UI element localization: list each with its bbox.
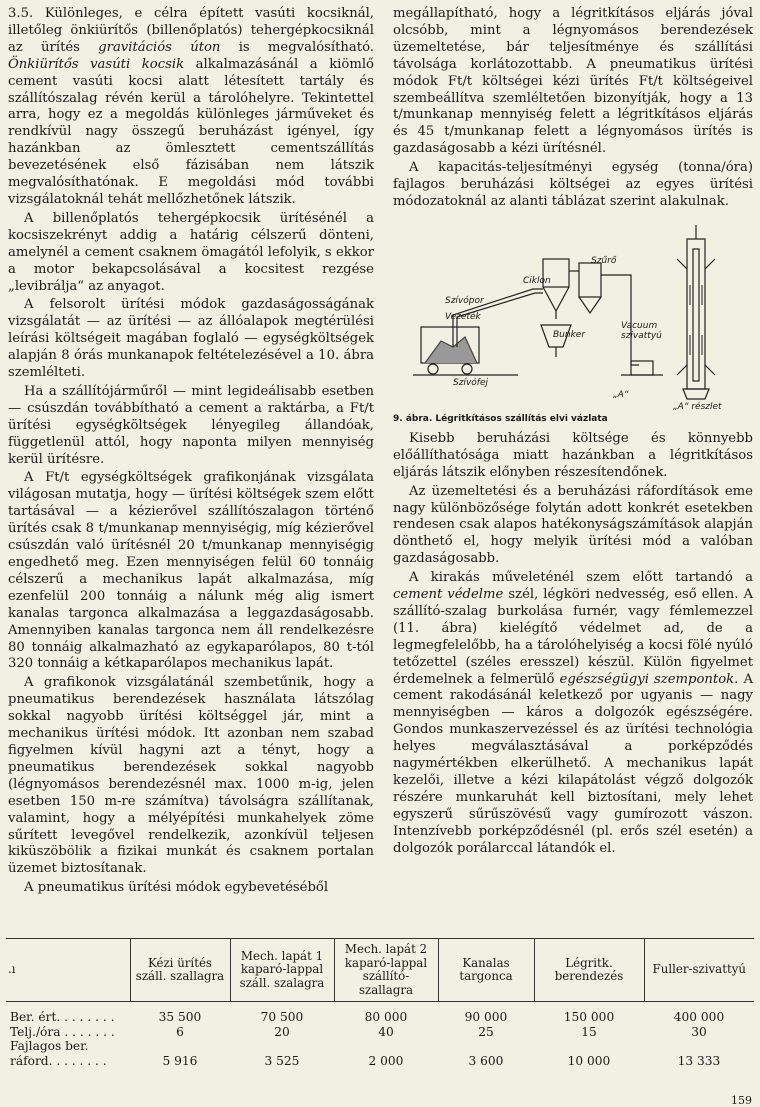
table-cell: 90 000 [464, 1010, 508, 1024]
paragraph-p11: Az üzemeltetési és a beruházási ráfordítások eme nagy különbözősége folytán adott konkrét esetekben rendesen csak alapos hatékonyságszámítások alapján dönthető el, hogy melyik ürítési mód a valóban gazdaságosabb. [393, 483, 753, 567]
table-cell: 35 500 [158, 1010, 202, 1024]
suction-head-inner [693, 249, 699, 381]
table-cell: 10 000 [567, 1053, 611, 1068]
paragraph-p5: A Ft/t egységköltségek grafikonjának vizsgálata világosan mutatja, hogy — ürítési költségek szem előtt tartásával — a kézierővel szállítószalagon történő ürítés csak 8 t/munkanap mennyiségig, míg kézierővel csúszdán való ürítésnél 20 t/munkanap mennyiségig engedhető meg. Ezen mennyiségen felül 60 tonnáig célszerű a mechanikus lapát alkalmazása, míg ezenfelül 200 tonnáig a nálunk még alig ismert kanalas targonca alkalmazása a leggazdaságosabb. Amennyiben kanalas targonca nem áll rendelkezésre 80 tonnáig alkalmazható az egykaparólapos, 80 t-tól 320 tonnáig a kétkaparólapos mechanikus lapát. [8, 470, 374, 672]
label-vacuum: Vacuum szivattyú [621, 320, 662, 341]
paragraph-p8: megállapítható, hogy a légritkításos eljárás jóval olcsóbb, mint a légnyomásos berendezések üzemeltetése, bár teljesítménye és szállítási távolsága korlátozottabb. A pneumatikus ürítési módok Ft/t költségei kézi ürítés Ft/t költségeivel szembeállítva szemléltetően bizonyítják, hogy a 13 t/munkanap mennyiség felett a légritkításos eljárás és 45 t/munkanap felett a légnyomásos ürítés is gazdaságosabb a kézi ürítésnél. [393, 6, 753, 157]
paragraph-p12: A kirakás műveleténél szem előtt tartandó a cement védelme szél, légköri nedvesség, eső ellen. A szállító-szalag burkolása furnér, vagy fémlemezzel (11. ábra) kielégítő védelmet ad, de a legmegfelelőbb, ha a tárolóhelyiség a kocsi fölé nyúló tetőzettel (széles eresszel) készül. Külön figyelmet érdemelnek a felmerülő egészségügyi szempontok. A cement rakodásánál keletkező por ugyanis — nagy mennyiségben — káros a dolgozók egészségére. Gondos munkaszervezéssel és az ürítési technológia helyes megválasztásával a porképződés nagymértékben elkerülhető. A mechanikus lapát kezelői, illetve a kézi kilapátolást végző dolgozók részére munkaruhát kell biztosítani, mely lehet egyszerű sűrűszövésű vagy gumírozott vászon. Intenzívebb porképződésnél (pl. erős szél esetén) a dolgozók porálarccal látandók el. [393, 570, 754, 856]
row-label: ráford. . . . . . . . [10, 1053, 107, 1068]
table-cell [334, 1039, 438, 1054]
cost-table [6, 938, 754, 1068]
table-cell: 2 000 [368, 1053, 404, 1068]
paragraph-p2: A billenőplatós tehergépkocsik ürítésénél a kocsiszekrényt addig a határig célszerű dönteni, amelynél a cement csaknem ömagától lefolyik, s ekkor a motor bekapcsolásával a kocsitest rezgése „levibrálja“ az anyagot. [8, 210, 374, 294]
page-number: 159 [731, 1094, 752, 1107]
label-a-mark: „A“ [613, 389, 629, 400]
label-szivofej: Szívófej [453, 377, 488, 388]
paragraph-p9: A kapacitás-teljesítményi egység (tonna/óra) fajlagos beruházási költségei az egyes ürítési módozatoknál az alanti táblázat szerint alakulnak. [393, 160, 753, 209]
table-cell: 20 [274, 1024, 290, 1039]
vacuum-pump [631, 361, 653, 375]
paragraph-p4: Ha a szállítójárműről — mint legideálisabb esetben — csúszdán továbbítható a cement a raktárba, a Ft/t ürítési egységköltségek lényegileg állandóak, függetlenül attól, hogy naponta milyen mennyiség kerül ürítésre. [8, 383, 374, 467]
table-cell: 400 000 [673, 1010, 725, 1024]
table-cell: 80 000 [364, 1010, 408, 1024]
table-cell: 150 000 [563, 1010, 615, 1024]
investment-cost-table [6, 938, 754, 1068]
table-header: Légritk. berendezés [534, 939, 644, 1002]
label-a-reszlet: „A“ részlet [673, 401, 722, 412]
table-cell [230, 1039, 334, 1054]
table-cell: 40 [378, 1024, 394, 1039]
table-header-row [6, 939, 754, 1002]
right-column [393, 6, 753, 860]
figure-9 [393, 215, 753, 427]
table-cell: 13 333 [677, 1053, 721, 1068]
paragraph-p3: A felsorolt ürítési módok gazdaságosságának vizsgálatát — az ürítési — az állóalapok megtérülési leírási költségeit magában foglaló — egységköltségek alapján 8 órás munkanapok feltételezésével a 10. ábra szemlélteti. [8, 297, 374, 381]
table-cell: 30 [691, 1024, 707, 1039]
table-row [6, 1025, 754, 1040]
wagon-wheel-1 [428, 364, 438, 374]
label-ciklon: Ciklon [523, 275, 551, 286]
table-row [6, 1054, 754, 1069]
table-row [6, 1010, 754, 1025]
label-szuro: Szűrő [591, 255, 617, 266]
table-header: Kézi ürítés száll. szallagra [130, 939, 230, 1002]
label-vezetek: Vezeték [445, 311, 481, 322]
table-cell [438, 1039, 534, 1054]
paragraph-p10: Kisebb beruházási költsége és könnyebb előállíthatósága miatt hazánkban a légritkításos eljárás látszik előnyben részesítendőnek. [393, 430, 753, 480]
row-label: Fajlagos ber. [10, 1039, 89, 1053]
table-cell: 70 500 [260, 1010, 304, 1024]
table-header: Kanalas targonca [438, 939, 534, 1002]
table-cell: 5 916 [162, 1053, 198, 1068]
table-cell [534, 1039, 644, 1054]
cement-heap [425, 337, 477, 363]
table-cell [130, 1039, 230, 1054]
paragraph-p6: A grafikonok vizsgálatánál szembetűnik, hogy a pneumatikus berendezések használata látszólag sokkal nagyobb ürítési költséggel jár, mint a mechanikus ürítési módok. Itt azonban nem szabad figyelmen kívül hagyni azt a tényt, hogy a pneumatikus berendezések sokkal nagyobb (légnyomásos berendezésnél max. 1000 m-ig, jelen esetben 150 m-re számítva) távolságra szállítanak, valamint, hogy a mélyépítési munkahelyek zöme sűrített levegővel rendelkezik, azonkívül teljesen kiküszöbölik a fizikai munkát és csaknem portalan üzemet biztosítanak. [8, 675, 374, 877]
table-cell: 15 [581, 1024, 597, 1039]
right-column-bottom-text [393, 431, 753, 858]
label-szivopor: Szívópor [445, 295, 484, 306]
table-header: Fuller-szivattyú [644, 939, 754, 1002]
table-header: Mech. lapát 2 kaparó-lappal szállító-szallagra [334, 939, 438, 1002]
table-cell [644, 1039, 754, 1054]
right-column-top-text [393, 6, 753, 211]
table-cell: 6 [176, 1024, 184, 1039]
table-body [6, 1002, 754, 1069]
table-cell: 25 [478, 1024, 494, 1039]
paragraph-p7: A pneumatikus ürítési módok egybevetéséből [24, 880, 329, 896]
table-row [6, 1039, 754, 1054]
row-label: Ber. ért. . . . . . . . [10, 1010, 115, 1024]
row-label: Telj./óra . . . . . . . [10, 1024, 115, 1039]
table-cell: 3 600 [468, 1053, 504, 1068]
table-cell: 3 525 [264, 1053, 300, 1068]
label-bunker: Bunker [553, 329, 586, 340]
figure-caption: 9. ábra. Légritkításos szállítás elvi vázlata [393, 413, 608, 424]
paragraph-p1: 3.5. Különleges, e célra épített vasúti kocsiknál, illetőleg önkiürítős (billenőplatós) tehergépkocsiknál az ürítés gravitációs úton is megvalósítható. Önkiürítős vasúti kocsik alkalmazásánál a kiömlő cement vasúti kocsi alatt létesített tartály és szállítószalag révén kerül a tárolóhelyre. Tekintettel arra, hogy ez a megoldás különleges járműveket és rendkívül nagy összegű beruházást igényel, így hazánkban az ömlesztett cementszállítás bevezetésének első fázisában nem látszik megvalósíthatónak. E megoldási mód további vizsgálatoknál tehát mellőzhetőnek látszik. [8, 6, 375, 207]
suction-head-outer [687, 239, 705, 389]
table-header: Mech. lapát 1 kaparó-lappal száll. szalagra [230, 939, 334, 1002]
wagon-wheel-2 [462, 364, 472, 374]
table-corner: .ı [8, 962, 16, 977]
left-column [8, 6, 374, 899]
